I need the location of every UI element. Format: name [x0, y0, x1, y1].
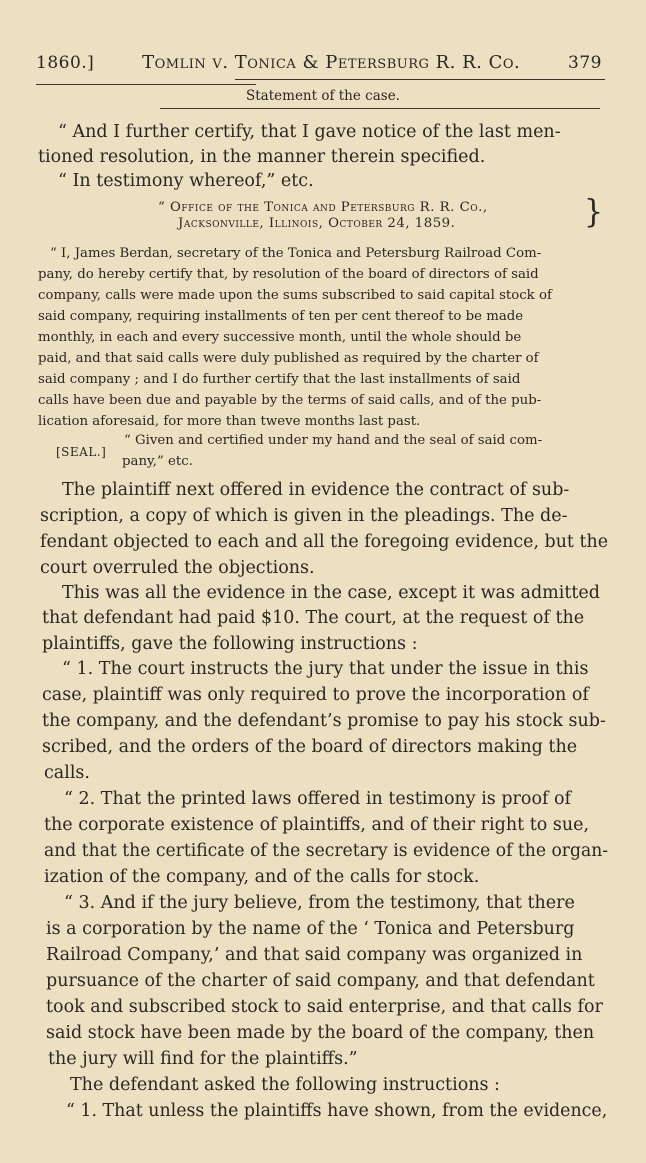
page-number: 379: [568, 53, 602, 73]
text-line: pursuance of the charter of said company, and that defendant: [46, 971, 595, 991]
seal-marker: [SEAL.]: [56, 445, 107, 459]
text-line: case, plaintiff was only required to prove the incorporation of: [42, 685, 589, 705]
text-line: “ 1. The court instructs the jury that under the issue in this: [62, 659, 589, 679]
section-subheading: Statement of the case.: [246, 88, 400, 104]
right-brace: }: [584, 194, 604, 231]
text-line: paid, and that said calls were duly published as required by the charter of: [38, 351, 539, 366]
text-line: the jury will find for the plaintiffs.”: [48, 1049, 358, 1069]
text-line: “ Given and certified under my hand and the seal of said com-: [124, 433, 543, 448]
text-line: the corporate existence of plaintiffs, and of their right to sue,: [44, 815, 590, 835]
text-line: calls have been due and payable by the terms of said calls, and of the pub-: [38, 393, 542, 408]
text-line: The defendant asked the following instructions :: [70, 1075, 500, 1095]
text-line: Railroad Company,’ and that said company was organized in: [46, 945, 583, 965]
text-line: “ 1. That unless the plaintiffs have shown, from the evidence,: [66, 1101, 608, 1121]
text-line: This was all the evidence in the case, except it was admitted: [62, 583, 600, 603]
header-title: Tomlin v. Tonica & Petersburg R. R. Co.: [142, 52, 521, 73]
text-line: calls.: [44, 763, 90, 783]
text-line: scribed, and the orders of the board of directors making the: [42, 737, 578, 757]
text-line: company, calls were made upon the sums subscribed to said capital stock of: [38, 288, 552, 303]
text-line: lication aforesaid, for more than tweve months last past.: [38, 414, 421, 429]
text-line: the company, and the defendant’s promise to pay his stock sub-: [42, 711, 606, 731]
text-line: “ In testimony whereof,” etc.: [58, 171, 314, 191]
header-year: 1860.]: [36, 53, 95, 73]
text-line: said company, requiring installments of ten per cent thereof to be made: [38, 309, 524, 324]
text-line: fendant objected to each and all the foregoing evidence, but the: [40, 532, 609, 552]
text-line: pany,” etc.: [122, 454, 193, 469]
header-rule-left: [36, 84, 256, 85]
text-line: said company ; and I do further certify that the last installments of said: [38, 372, 521, 387]
text-line: Jacksonville, Illinois, October 24, 1859.: [178, 216, 456, 231]
text-line: “ Office of the Tonica and Petersburg R. R. Co.,: [158, 200, 488, 215]
text-line: said stock have been made by the board of the company, then: [46, 1023, 595, 1043]
text-line: plaintiffs, gave the following instructions :: [42, 634, 418, 654]
text-line: monthly, in each and every successive month, until the whole should be: [38, 330, 522, 345]
text-line: and that the certificate of the secretary is evidence of the organ-: [44, 841, 609, 861]
text-line: scription, a copy of which is given in the pleadings. The de-: [40, 506, 568, 526]
text-line: tioned resolution, in the manner therein specified.: [38, 147, 486, 167]
text-line: “ 3. And if the jury believe, from the testimony, that there: [64, 893, 575, 913]
text-line: that defendant had paid $10. The court, at the request of the: [42, 608, 585, 628]
text-line: is a corporation by the name of the ‘ Tonica and Petersburg: [46, 919, 575, 939]
text-line: ization of the company, and of the calls for stock.: [44, 867, 480, 887]
running-header: [36, 52, 602, 78]
header-rule: [235, 79, 605, 80]
text-line: pany, do hereby certify that, by resolution of the board of directors of said: [38, 267, 539, 282]
text-line: court overruled the objections.: [40, 558, 315, 578]
text-line: “ I, James Berdan, secretary of the Tonica and Petersburg Railroad Com-: [50, 246, 542, 261]
text-line: “ 2. That the printed laws offered in testimony is proof of: [64, 789, 572, 809]
text-line: The plaintiff next offered in evidence the contract of sub-: [62, 480, 570, 500]
text-line: “ And I further certify, that I gave notice of the last men-: [58, 122, 561, 142]
subheading-rule: [160, 108, 600, 109]
text-line: took and subscribed stock to said enterprise, and that calls for: [46, 997, 603, 1017]
